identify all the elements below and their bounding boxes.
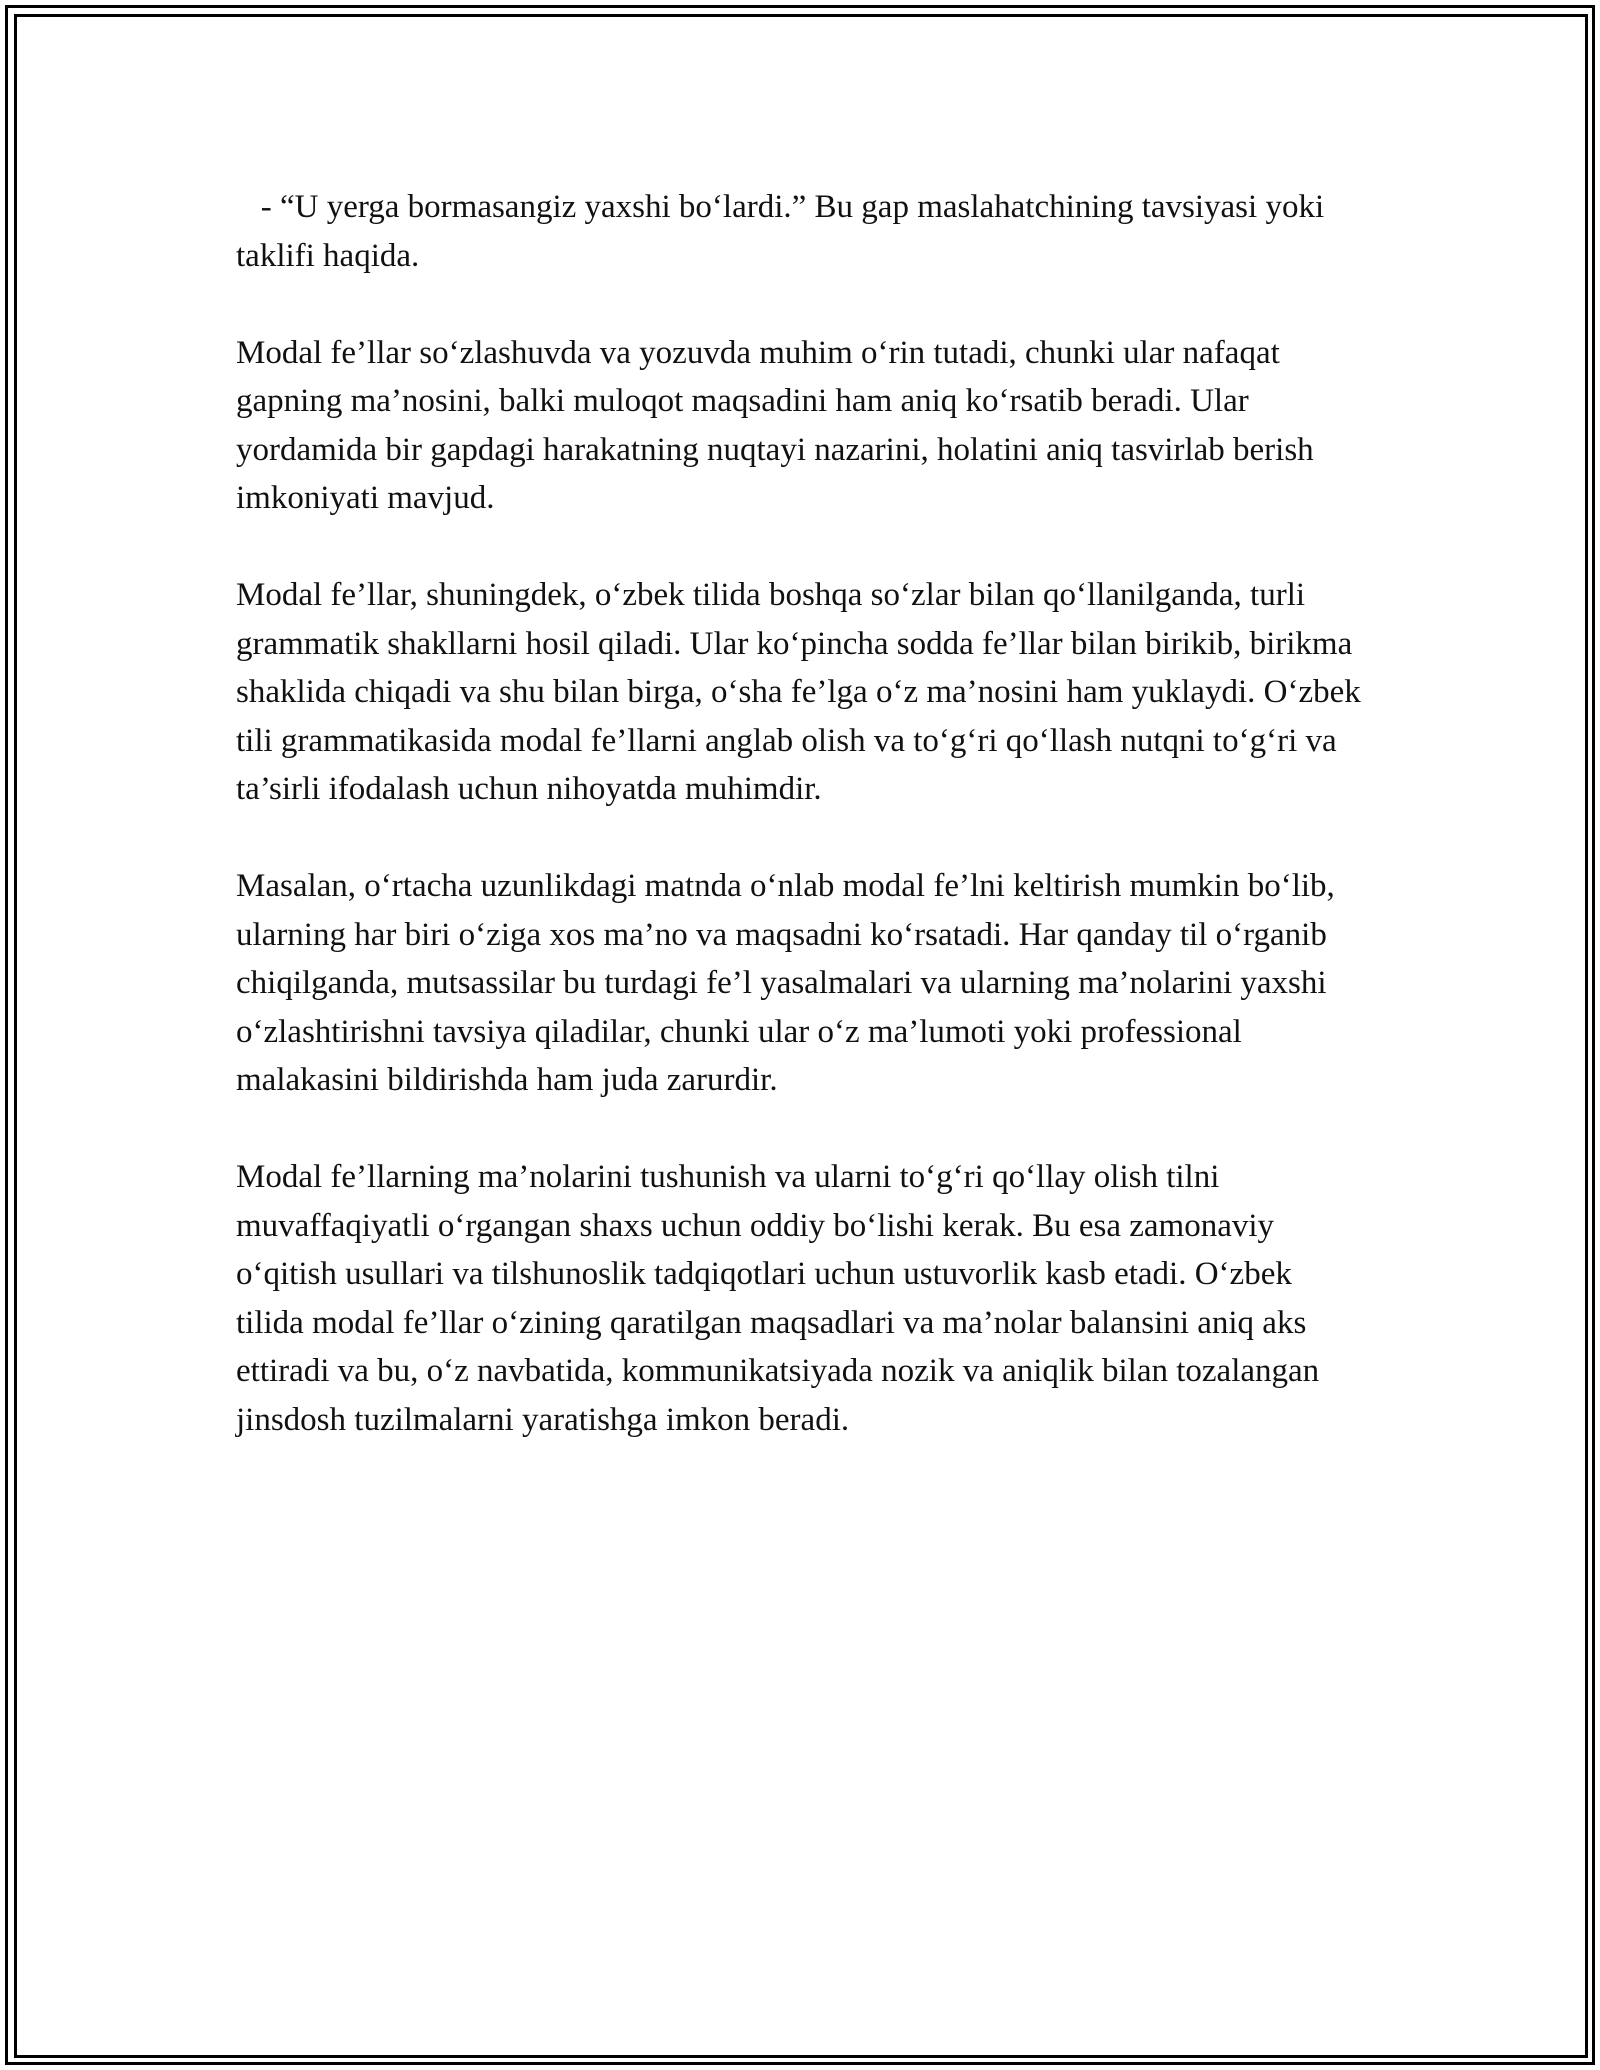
paragraph-5: Modal fe’llarning ma’nolarini tushunish va ularni to‘g‘ri qo‘llay olish tilni muvaffaqiyatli o‘rgangan shaxs uchun oddiy bo‘lishi kerak. Bu esa zamonaviy o‘qitish usullari va tilshunoslik tadqiqotlari uchun ustuvorlik kasb etadi. O‘zbek tilida modal fe’llar o‘zining qaratilgan maqsadlari va ma’nolar balansini aniq aks ettiradi va bu, o‘z navbatida, kommunikatsiyada nozik va aniqlik bilan tozalangan jinsdosh tuzilmalarni yaratishga imkon beradi. <box>236 1159 1328 1438</box>
paragraph-3: Modal fe’llar, shuningdek, o‘zbek tilida boshqa so‘zlar bilan qo‘llanilganda, turli grammatik shakllarni hosil qiladi. Ular ko‘pincha sodda fe’llar bilan birikib, birikma shaklida chiqadi va shu bilan birga, o‘sha fe’lga o‘z ma’nosini ham yuklaydi. O‘zbek tili grammatikasida modal fe’llarni anglab olish va to‘g‘ri qo‘llash nutqni to‘g‘ri va ta’sirli ifodalash uchun nihoyatda muhimdir. <box>236 577 1369 807</box>
paragraph-1: - “U yerga bormasangiz yaxshi bo‘lardi.” Bu gap maslahatchining tavsiyasi yoki taklifi haqida. <box>236 189 1333 274</box>
document-body <box>236 183 1369 1493</box>
paragraph-4: Masalan, o‘rtacha uzunlikdagi matnda o‘nlab modal fe’lni keltirish mumkin bo‘lib, ularning har biri o‘ziga xos ma’no va maqsadni ko‘rsatadi. Har qanday til o‘rganib chiqilganda, mutsassilar bu turdagi fe’l yasalmalari va ularning ma’nolarini yaxshi o‘zlashtirishni tavsiya qiladilar, chunki ular o‘z ma’lumoti yoki professional malakasini bildirishda ham juda zarurdir. <box>236 868 1344 1098</box>
paragraph-2: Modal fe’llar so‘zlashuvda va yozuvda muhim o‘rin tutadi, chunki ular nafaqat gapning ma’nosini, balki muloqot maqsadini ham aniq ko‘rsatib beradi. Ular yordamida bir gapdagi harakatning nuqtayi nazarini, holatini aniq tasvirlab berish imkoniyati mavjud. <box>236 334 1322 516</box>
